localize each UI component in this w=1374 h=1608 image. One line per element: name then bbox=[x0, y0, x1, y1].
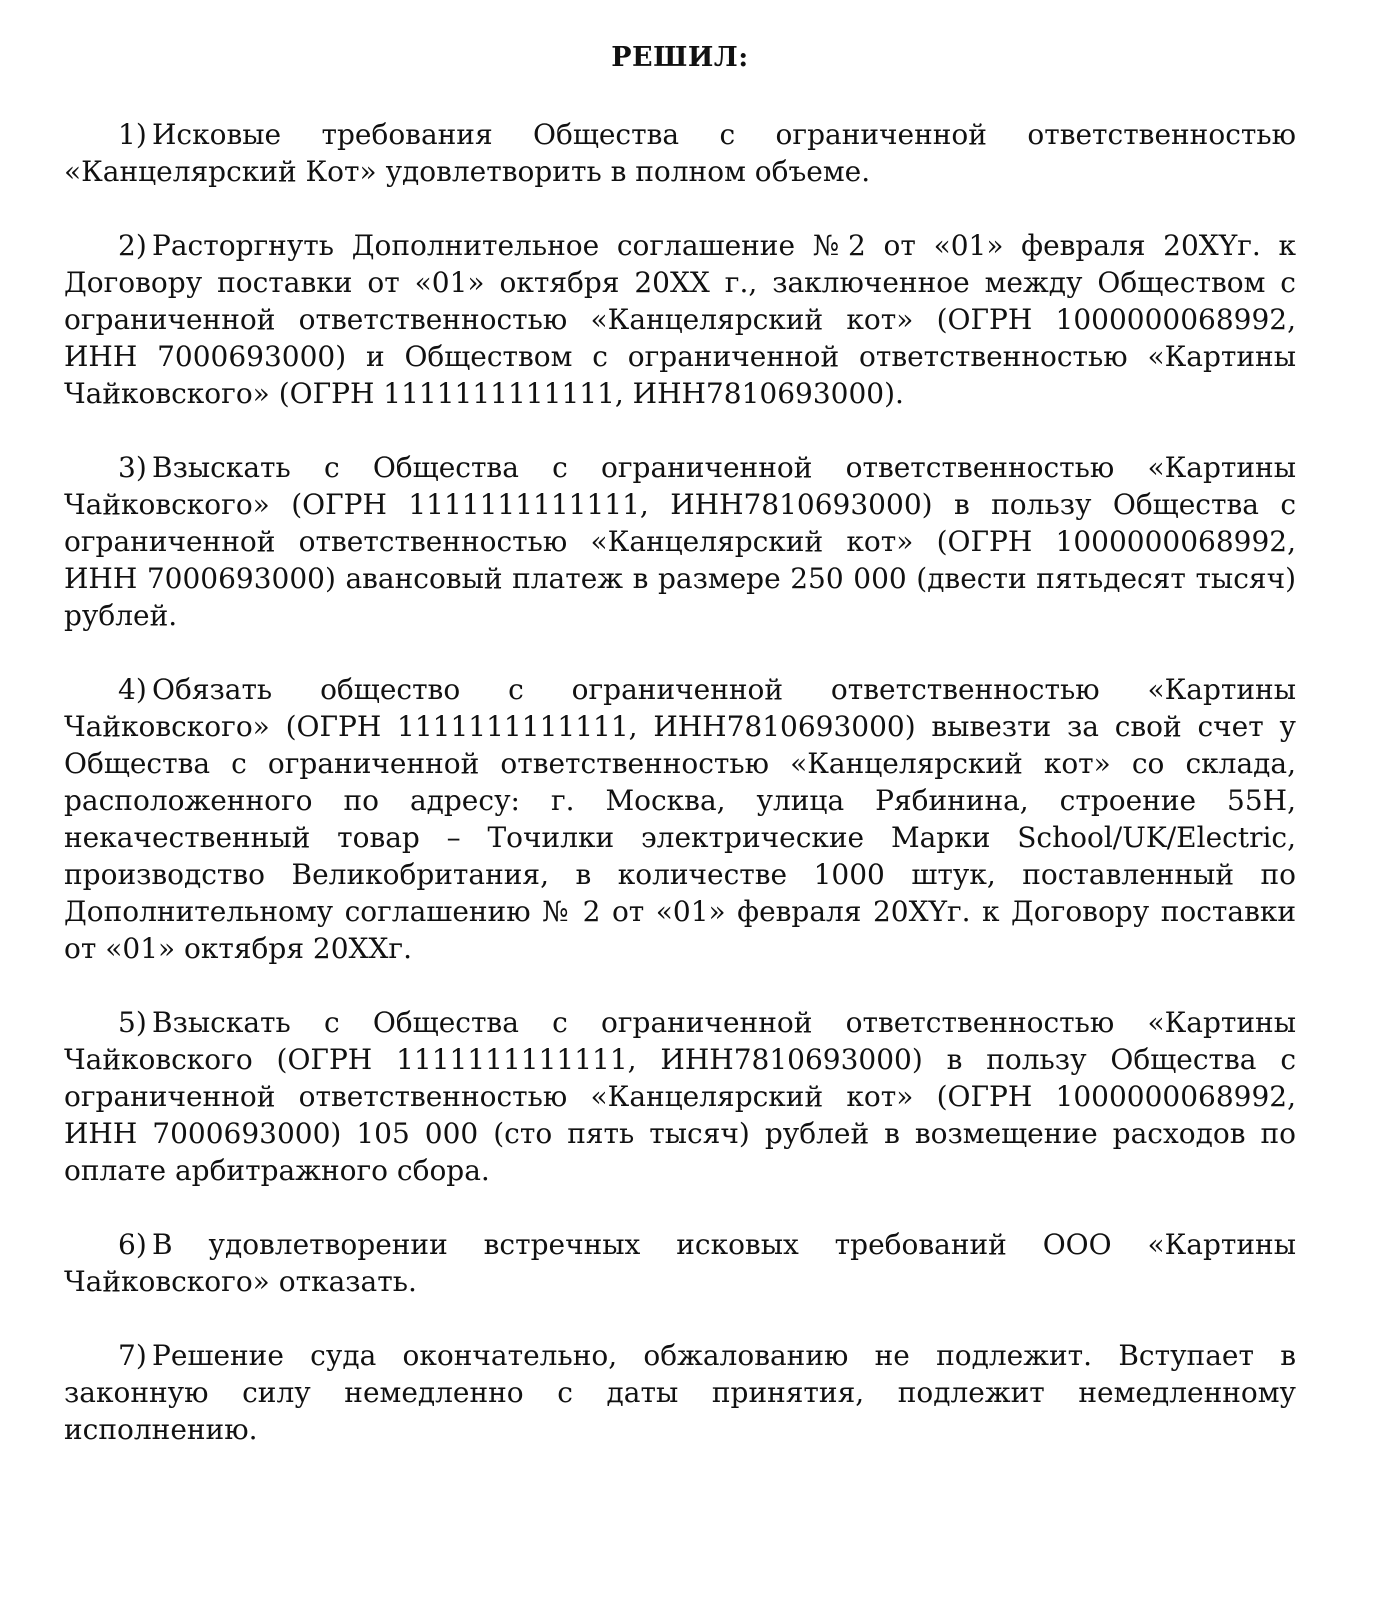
item-number: 1) bbox=[118, 118, 147, 151]
item-text: Расторгнуть Дополнительное соглашение №2 от «01» февраля 20XYг. к Договору поставки от «01» октября 20XX г., заключенное между Обществом с ограниченной ответственностью «Канцелярский кот» (ОГРН 1000000068992, ИНН 7000693000) и Обществом с ограниченной ответственностью «Картины Чайковского» (ОГРН 1111111111111, ИНН7810693000). bbox=[64, 229, 1296, 410]
item-text: Решение суда окончательно, обжалованию не подлежит. Вступает в законную силу немедленно с даты принятия, подлежит немедленному исполнению. bbox=[64, 1339, 1296, 1446]
decision-item-5 bbox=[64, 1004, 1296, 1189]
item-number: 2) bbox=[118, 229, 147, 262]
item-text: В удовлетворении встречных исковых требований ООО «Картины Чайковского» отказать. bbox=[64, 1228, 1296, 1298]
item-number: 6) bbox=[118, 1228, 147, 1261]
decision-item-2 bbox=[64, 227, 1296, 412]
item-text: Исковые требования Общества с ограниченной ответственностью «Канцелярский Кот» удовлетворить в полном объеме. bbox=[64, 118, 1296, 188]
decision-item-6 bbox=[64, 1226, 1296, 1300]
decision-heading: РЕШИЛ: bbox=[611, 42, 749, 73]
item-text: Взыскать с Общества с ограниченной ответственностью «Картины Чайковского (ОГРН 1111111111111, ИНН7810693000) в пользу Общества с ограниченной ответственностью «Канцелярский кот» (ОГРН 1000000068992, ИНН 7000693000) 105 000 (сто пять тысяч) рублей в возмещение расходов по оплате арбитражного сбора. bbox=[64, 1006, 1296, 1187]
decision-item-7 bbox=[64, 1337, 1296, 1448]
item-number: 5) bbox=[118, 1006, 147, 1039]
item-text: Обязать общество с ограниченной ответственностью «Картины Чайковского» (ОГРН 1111111111111, ИНН7810693000) вывезти за свой счет у Общества с ограниченной ответственностью «Канцелярский кот» со склада, расположенного по адресу: г. Москва, улица Рябинина, строение 55Н, некачественный товар – Точилки электрические Марки School/UK/Electric, производство Великобритания, в количестве 1000 штук, поставленный по Дополнительному соглашению № 2 от «01» февраля 20XYг. к Договору поставки от «01» октября 20XXг. bbox=[64, 673, 1296, 965]
decision-item-4 bbox=[64, 671, 1296, 967]
decision-item-1 bbox=[64, 116, 1296, 190]
item-number: 7) bbox=[118, 1339, 147, 1372]
item-number: 3) bbox=[118, 451, 147, 484]
decision-item-3 bbox=[64, 449, 1296, 634]
item-number: 4) bbox=[118, 673, 147, 706]
item-text: Взыскать с Общества с ограниченной ответственностью «Картины Чайковского» (ОГРН 1111111111111, ИНН7810693000) в пользу Общества с ограниченной ответственностью «Канцелярский кот» (ОГРН 1000000068992, ИНН 7000693000) авансовый платеж в размере 250 000 (двести пятьдесят тысяч) рублей. bbox=[64, 451, 1296, 632]
